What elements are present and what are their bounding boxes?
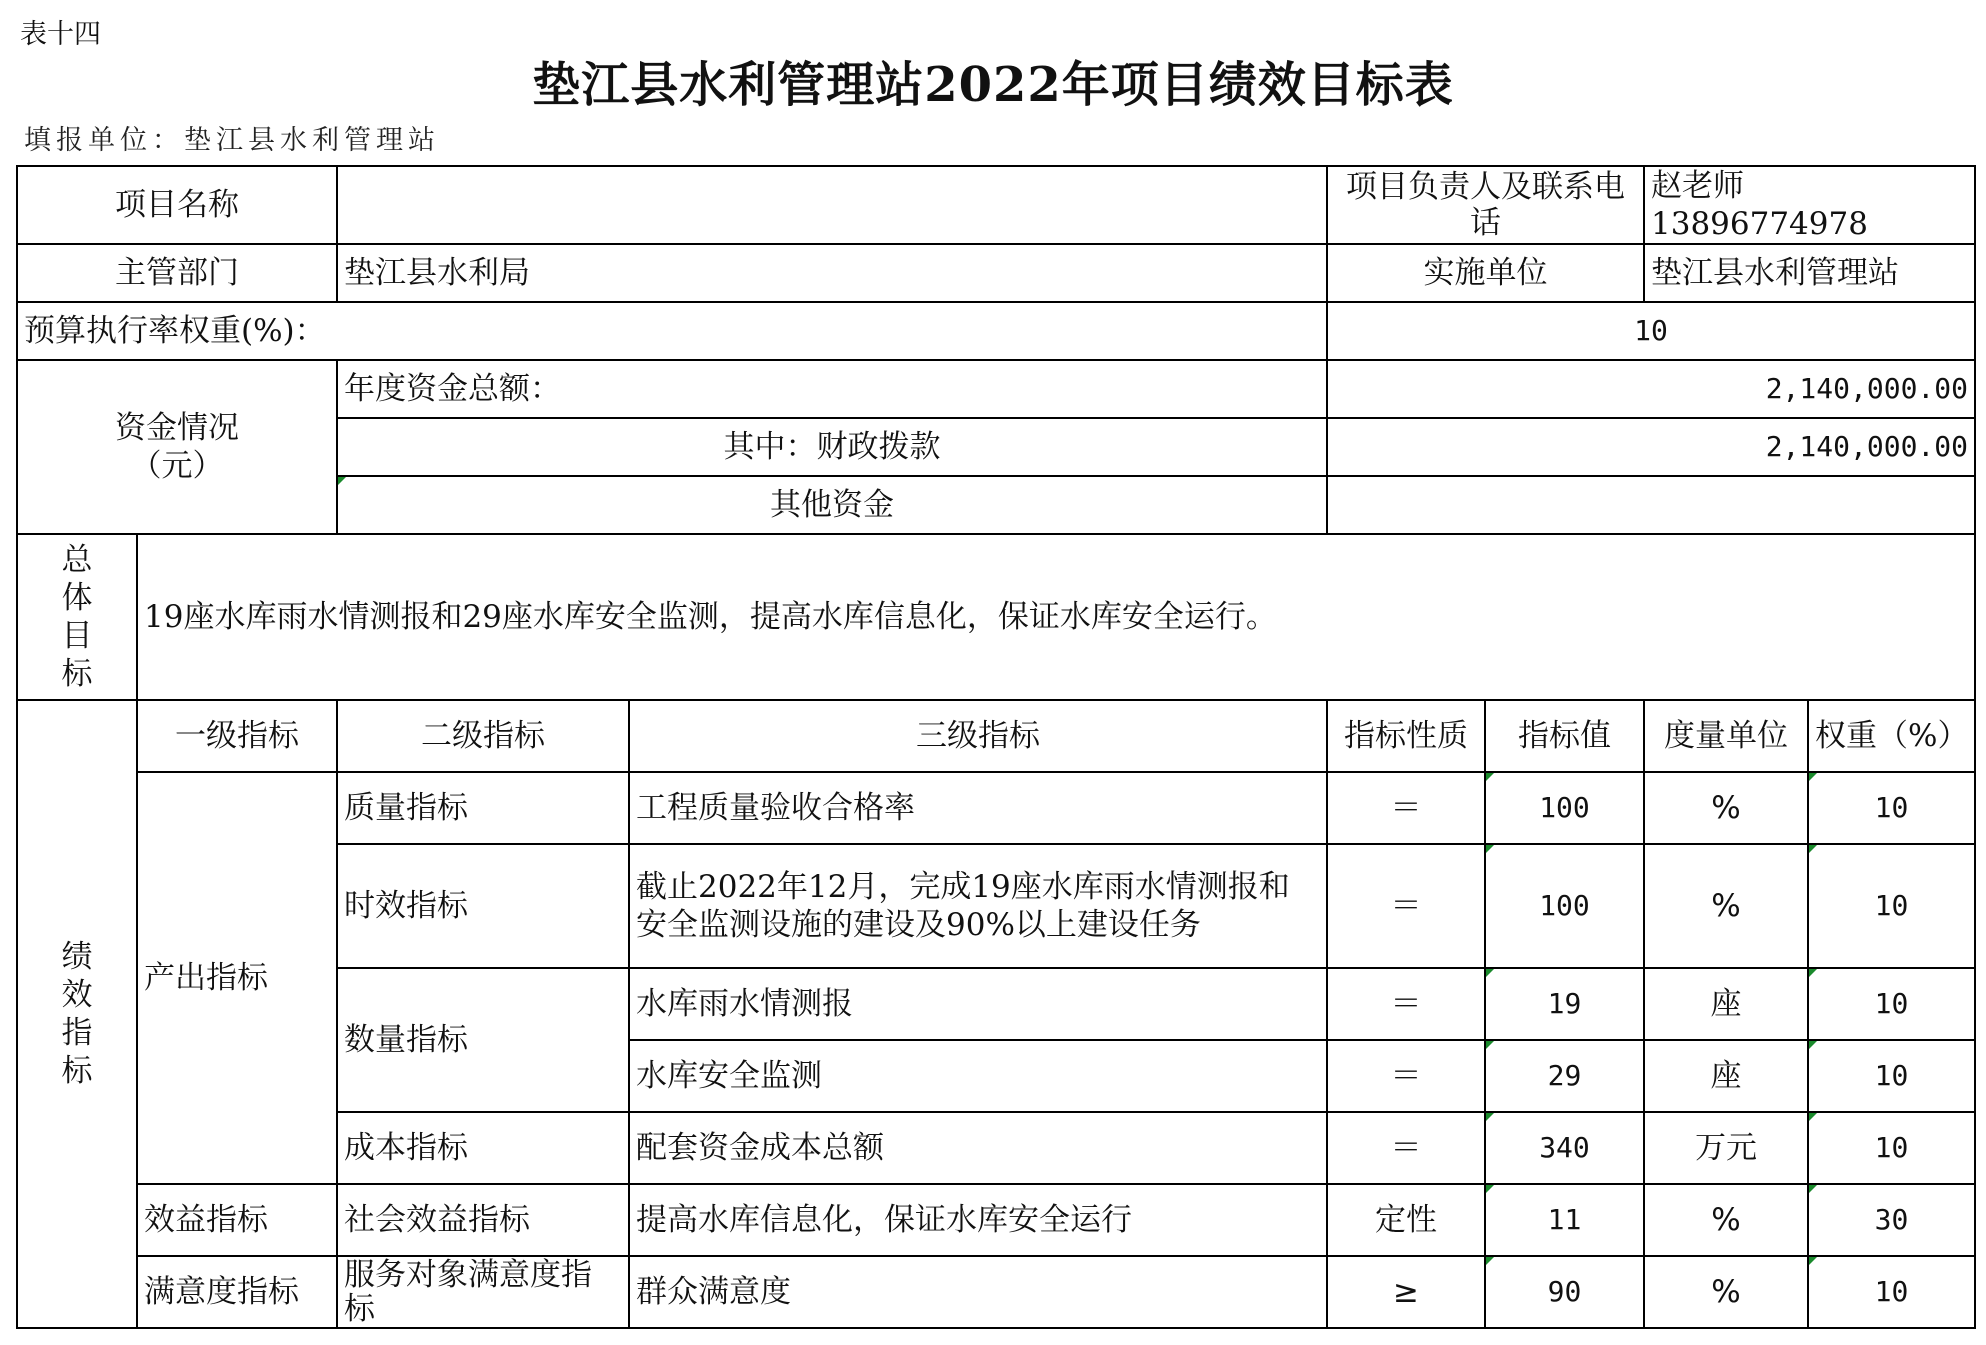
level3-cell: 配套资金成本总额 xyxy=(629,1112,1327,1184)
level3-cell: 水库安全监测 xyxy=(629,1040,1327,1112)
level2-social: 社会效益指标 xyxy=(337,1184,629,1256)
value-cell: 19 xyxy=(1485,968,1644,1040)
nature-cell: ≥ xyxy=(1327,1256,1485,1328)
nature-cell: 定性 xyxy=(1327,1184,1485,1256)
level1-satisfaction: 满意度指标 xyxy=(137,1256,337,1328)
value-cell: 29 xyxy=(1485,1040,1644,1112)
level3-cell: 工程质量验收合格率 xyxy=(629,772,1327,844)
level2-quality: 质量指标 xyxy=(337,772,629,844)
funds-label xyxy=(17,360,337,534)
level2-cost: 成本指标 xyxy=(337,1112,629,1184)
level3-cell: 提高水库信息化，保证水库安全运行 xyxy=(629,1184,1327,1256)
header-value: 指标值 xyxy=(1485,700,1644,772)
weight-cell: 10 xyxy=(1808,1112,1975,1184)
weight-cell: 10 xyxy=(1808,968,1975,1040)
goal-label xyxy=(17,534,137,700)
project-name-value xyxy=(337,166,1327,244)
level3-cell: 截止2022年12月，完成19座水库雨水情测报和安全监测设施的建设及90%以上建设任务 xyxy=(629,844,1327,968)
nature-cell: ＝ xyxy=(1327,844,1485,968)
header-unit: 度量单位 xyxy=(1644,700,1808,772)
unit-cell: % xyxy=(1644,844,1808,968)
header-level3: 三级指标 xyxy=(629,700,1327,772)
perf-label-text: 绩效指标 xyxy=(61,939,93,1089)
unit-cell: 座 xyxy=(1644,1040,1808,1112)
level2-timeliness: 时效指标 xyxy=(337,844,629,968)
level3-cell: 水库雨水情测报 xyxy=(629,968,1327,1040)
nature-cell: ＝ xyxy=(1327,1112,1485,1184)
budget-weight-label: 预算执行率权重(%)： xyxy=(17,302,1327,360)
level3-cell: 群众满意度 xyxy=(629,1256,1327,1328)
weight-cell: 10 xyxy=(1808,844,1975,968)
value-cell: 90 xyxy=(1485,1256,1644,1328)
funds-total-label: 年度资金总额： xyxy=(337,360,1327,418)
level2-service: 服务对象满意度指标 xyxy=(337,1256,629,1328)
table-row xyxy=(17,1256,1975,1328)
table-number-label: 表十四 xyxy=(20,19,101,50)
funds-fiscal-value: 2,140,000.00 xyxy=(1327,418,1975,476)
unit-cell: % xyxy=(1644,772,1808,844)
impl-unit-label: 实施单位 xyxy=(1327,244,1644,302)
funds-label-text: 资金情况（元） xyxy=(115,410,239,484)
weight-cell: 10 xyxy=(1808,772,1975,844)
performance-target-table xyxy=(16,165,1976,1329)
reporting-unit-label: 填报单位：垫江县水利管理站 xyxy=(24,125,440,156)
page-title: 垫江县水利管理站2022年项目绩效目标表 xyxy=(532,57,1454,113)
weight-cell: 10 xyxy=(1808,1040,1975,1112)
header-nature: 指标性质 xyxy=(1327,700,1485,772)
unit-cell: 座 xyxy=(1644,968,1808,1040)
dept-value: 垫江县水利局 xyxy=(337,244,1327,302)
unit-cell: % xyxy=(1644,1184,1808,1256)
value-cell: 100 xyxy=(1485,844,1644,968)
table-row xyxy=(17,772,1975,844)
value-cell: 11 xyxy=(1485,1184,1644,1256)
header-level2: 二级指标 xyxy=(337,700,629,772)
value-cell: 340 xyxy=(1485,1112,1644,1184)
dept-label: 主管部门 xyxy=(17,244,337,302)
contact-value: 赵老师 13896774978 xyxy=(1644,166,1975,244)
nature-cell: ＝ xyxy=(1327,772,1485,844)
weight-cell: 30 xyxy=(1808,1184,1975,1256)
goal-text: 19座水库雨水情测报和29座水库安全监测，提高水库信息化，保证水库安全运行。 xyxy=(137,534,1975,700)
funds-fiscal-label: 其中：财政拨款 xyxy=(337,418,1327,476)
level1-output: 产出指标 xyxy=(137,772,337,1184)
perf-label xyxy=(17,700,137,1328)
value-cell: 100 xyxy=(1485,772,1644,844)
header-level1: 一级指标 xyxy=(137,700,337,772)
nature-cell: ＝ xyxy=(1327,968,1485,1040)
nature-cell: ＝ xyxy=(1327,1040,1485,1112)
unit-cell: 万元 xyxy=(1644,1112,1808,1184)
weight-cell: 10 xyxy=(1808,1256,1975,1328)
level1-benefit: 效益指标 xyxy=(137,1184,337,1256)
unit-cell: % xyxy=(1644,1256,1808,1328)
table-row xyxy=(17,1184,1975,1256)
impl-unit-value: 垫江县水利管理站 xyxy=(1644,244,1975,302)
funds-total-value: 2,140,000.00 xyxy=(1327,360,1975,418)
header-weight: 权重（%） xyxy=(1808,700,1975,772)
funds-other-value xyxy=(1327,476,1975,534)
project-name-label: 项目名称 xyxy=(17,166,337,244)
funds-other-label: 其他资金 xyxy=(337,476,1327,534)
budget-weight-value: 10 xyxy=(1327,302,1975,360)
goal-label-text: 总体目标 xyxy=(61,542,93,692)
level2-quantity: 数量指标 xyxy=(337,968,629,1112)
contact-label: 项目负责人及联系电话 xyxy=(1327,166,1644,244)
